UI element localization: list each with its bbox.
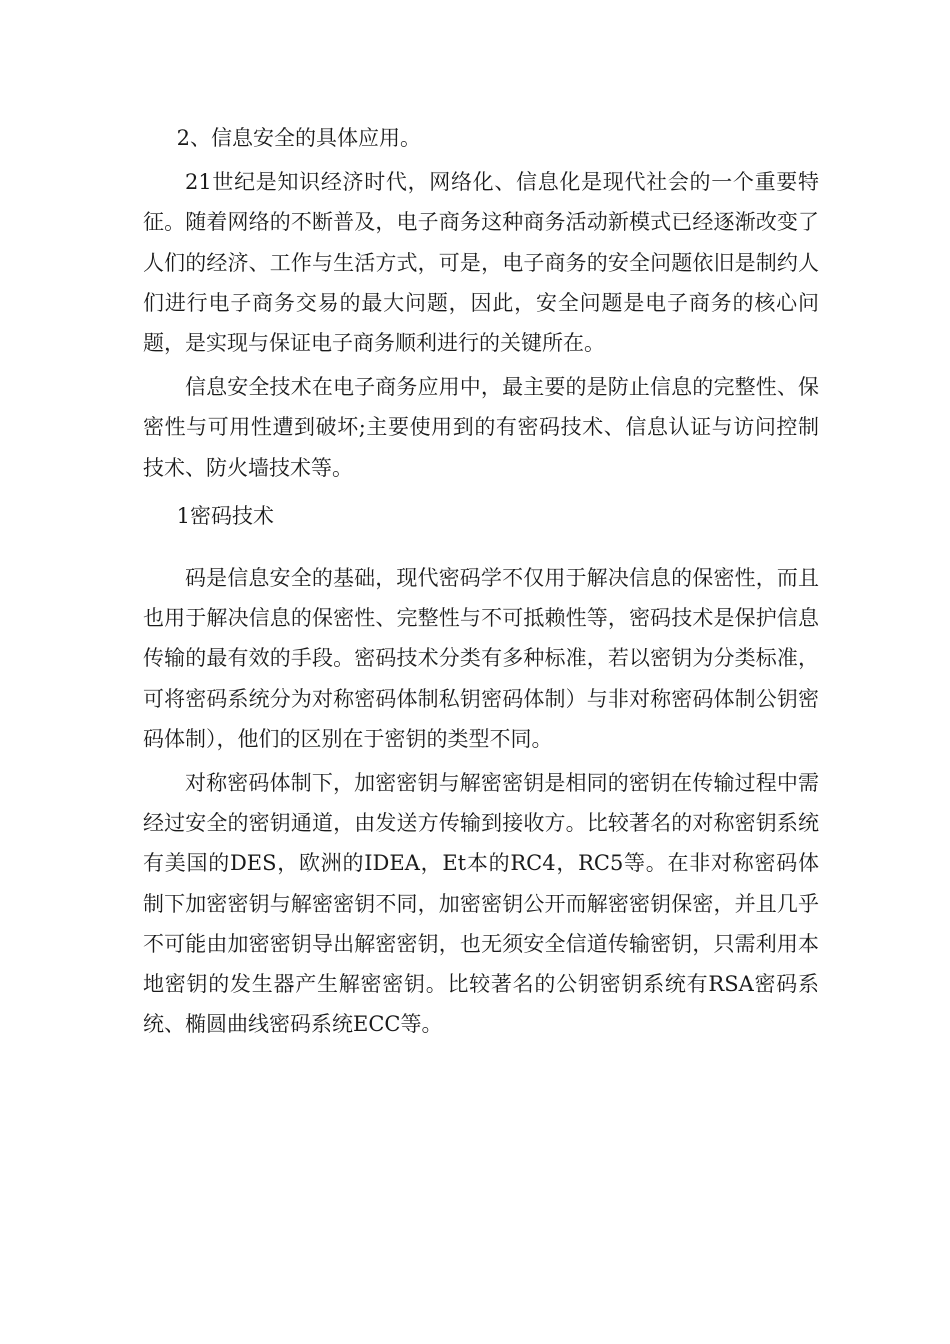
paragraph-cryptography-basics: 码是信息安全的基础，现代密码学不仅用于解决信息的保密性，而且也用于解决信息的保密性、完整性与不可抵赖性等，密码技术是保护信息传输的最有效的手段。密码技术分类有多种标准，若以密钥为分类标准，可将密码系统分为对称密码体制私钥密码体制）与非对称密码体制公钥密码体制），他们的区别在于密钥的类型不同。 [143,566,819,751]
paragraph-symmetric-asymmetric: 对称密码体制下，加密密钥与解密密钥是相同的密钥在传输过程中需经过安全的密钥通道，由发送方传输到接收方。比较著名的对称密钥系统有美国的DES，欧洲的IDEA，Et本的RC4，RC5等。在非对称密码体制下加密密钥与解密密钥不同，加密密钥公开而解密密钥保密，并且几乎不可能由加密密钥导出解密密钥，也无须安全信道传输密钥，只需利用本地密钥的发生器产生解密密钥。比较著名的公钥密钥系统有RSA密码系统、椭圆曲线密码系统ECC等。 [143,771,819,1037]
section-heading-info-security-application: 2、信息安全的具体应用。 [176,126,421,150]
section-heading-cryptography: 1密码技术 [176,503,274,528]
paragraph-security-technologies: 信息安全技术在电子商务应用中，最主要的是防止信息的完整性、保密性与可用性遭到破坏;主要使用到的有密码技术、信息认证与访问控制技术、防火墙技术等。 [143,375,819,480]
paragraph-ecommerce-security: 21世纪是知识经济时代，网络化、信息化是现代社会的一个重要特征。随着网络的不断普及，电子商务这种商务活动新模式已经逐渐改变了人们的经济、工作与生活方式，可是，电子商务的安全问题依旧是制约人们进行电子商务交易的最大问题，因此，安全问题是电子商务的核心问题，是实现与保证电子商务顺利进行的关键所在。 [143,170,819,356]
document-body [143,118,819,1044]
